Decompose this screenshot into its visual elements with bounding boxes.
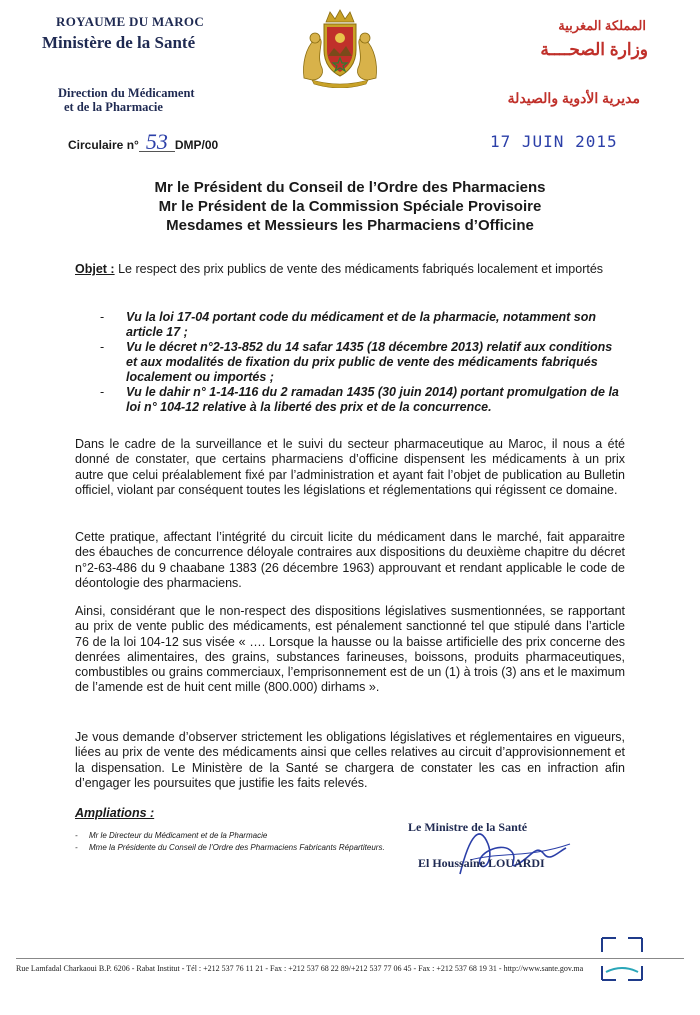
body-paragraph-3: Ainsi, considérant que le non-respect des dispositions législatives susmentionnées, se rapportant au prix de vente public des médicaments, est pénalement sanctionné tel que stipulé dans l’article 76 de la loi 104-12 sus visée « …. Lorsque la hausse ou la baisse artificielle des prix concerne des denrées alimentaires, des grains, substances farineuses, boissons, produits pharmaceutiques, combustibles ou grains commerciaux, l’emprisonnement est de un (1) à trois (3) ans et le maximum de l’amende est de huit cent mille (800.000) dirhams ».: [75, 604, 625, 695]
ampliation-item: - Mr le Directeur du Médicament et de la Pharmacie: [75, 830, 385, 842]
legal-reference-text: Vu la loi 17-04 portant code du médicament et de la pharmacie, notamment son article 17 ;: [126, 310, 597, 339]
date-stamp: 17 JUIN 2015: [490, 132, 618, 151]
ministry-logo-icon: [596, 934, 648, 984]
ampliations-title: Ampliations :: [75, 806, 155, 820]
signature-title: Le Ministre de la Santé: [408, 820, 528, 834]
footer-address: Rue Lamfadal Charkaoui B.P. 6206 - Rabat Institut - Tél : +212 537 76 11 21 - Fax : +212 537 68 22 89/+212 537 77 06 45 - Fax : +212 537 68 19 31 - http://www.sante.gov.ma: [16, 964, 584, 973]
circular-reference: [68, 129, 219, 154]
addressee-line-2: Mr le Président de la Commission Spéciale Provisoire: [158, 198, 542, 215]
footer-divider: [16, 958, 684, 959]
ministry-title: Ministère de la Santé: [42, 33, 196, 52]
ampliations-list: [75, 830, 385, 854]
body-paragraph-1: Dans le cadre de la surveillance et le suivi du secteur pharmaceutique au Maroc, il nous a été donné de constater, que certains pharmaciens d’officine dispensent les médicaments à un prix autre que celui préalablement fixé par l’administration et ayant fait l’objet de publication au Bulletin officiel, violant par conséquent toutes les législations et réglementations qui régissent ce domaine.: [75, 437, 625, 497]
kingdom-title: ROYAUME DU MAROC: [56, 14, 205, 29]
legal-reference-text: Vu le décret n°2-13-852 du 14 safar 1435 (18 décembre 2013) relatif aux conditions et aux modalités de fixation du prix public de vente des médicaments fabriqués localement ou importés ;: [126, 340, 613, 384]
arabic-ministry: وزارة الصحــــة: [540, 40, 648, 59]
legal-reference-text: Vu le dahir n° 1-14-116 du 2 ramadan 1435 (30 juin 2014) portant promulgation de la loi n° 104-12 relative à la liberté des prix et de la concurrence.: [126, 385, 619, 414]
subject-label: Objet :: [75, 262, 115, 276]
subject-text: Le respect des prix publics de vente des médicaments fabriqués localement et importés: [118, 262, 604, 276]
legal-reference-item: - Vu la loi 17-04 portant code du médicament et de la pharmacie, notamment son article 17 ;: [100, 310, 597, 339]
arabic-direction: مديرية الأدوية والصيدلة: [507, 90, 640, 106]
signature-name: El Houssaine LOUARDI: [418, 856, 545, 870]
body-paragraph-2: Cette pratique, affectant l’intégrité du circuit licite du médicament dans le marché, fait apparaitre des ébauches de concurrence déloyale contraires aux dispositions du deuxième chapitre du décret n°2-63-486 du 9 chaabane 1383 (26 décembre 1963) approuvant et rendant applicable le code de déontologie des pharmaciens.: [75, 530, 625, 590]
arabic-kingdom: المملكة المغربية: [558, 18, 646, 33]
addressee-line-3: Mesdames et Messieurs les Pharmaciens d’Officine: [166, 217, 534, 234]
direction-line-2: et de la Pharmacie: [64, 100, 163, 114]
coat-of-arms-icon: [296, 8, 384, 88]
legal-reference-item: - Vu le dahir n° 1-14-116 du 2 ramadan 1435 (30 juin 2014) portant promulgation de la loi n° 104-12 relative à la liberté des prix et de la concurrence.: [100, 385, 619, 414]
addressee-line-1: Mr le Président du Conseil de l’Ordre des Pharmaciens: [154, 179, 546, 196]
subject: [75, 262, 635, 276]
circular-number: 53: [139, 133, 175, 152]
circular-prefix: Circulaire n°: [68, 138, 139, 152]
ampliation-item: - Mme la Présidente du Conseil de l’Ordre des Pharmaciens Fabricants Répartiteurs.: [75, 842, 385, 854]
direction-title: [58, 86, 195, 114]
body-paragraph-4: Je vous demande d’observer strictement les obligations législatives et réglementaires en vigueurs, liées au prix de vente des médicaments ainsi que celles relatives au circuit d’approvisionnement et la dispensation. Le Ministère de la Santé se chargera de constater les cas en infraction afin d’engager les poursuites que justifie les faits relevés.: [75, 730, 625, 790]
circular-suffix: DMP/00: [174, 138, 219, 152]
legal-references: [100, 310, 620, 415]
direction-line-1: Direction du Médicament: [58, 86, 195, 100]
legal-reference-item: - Vu le décret n°2-13-852 du 14 safar 1435 (18 décembre 2013) relatif aux conditions et aux modalités de fixation du prix public de vente des médicaments fabriqués localement ou importés ;: [100, 340, 613, 384]
